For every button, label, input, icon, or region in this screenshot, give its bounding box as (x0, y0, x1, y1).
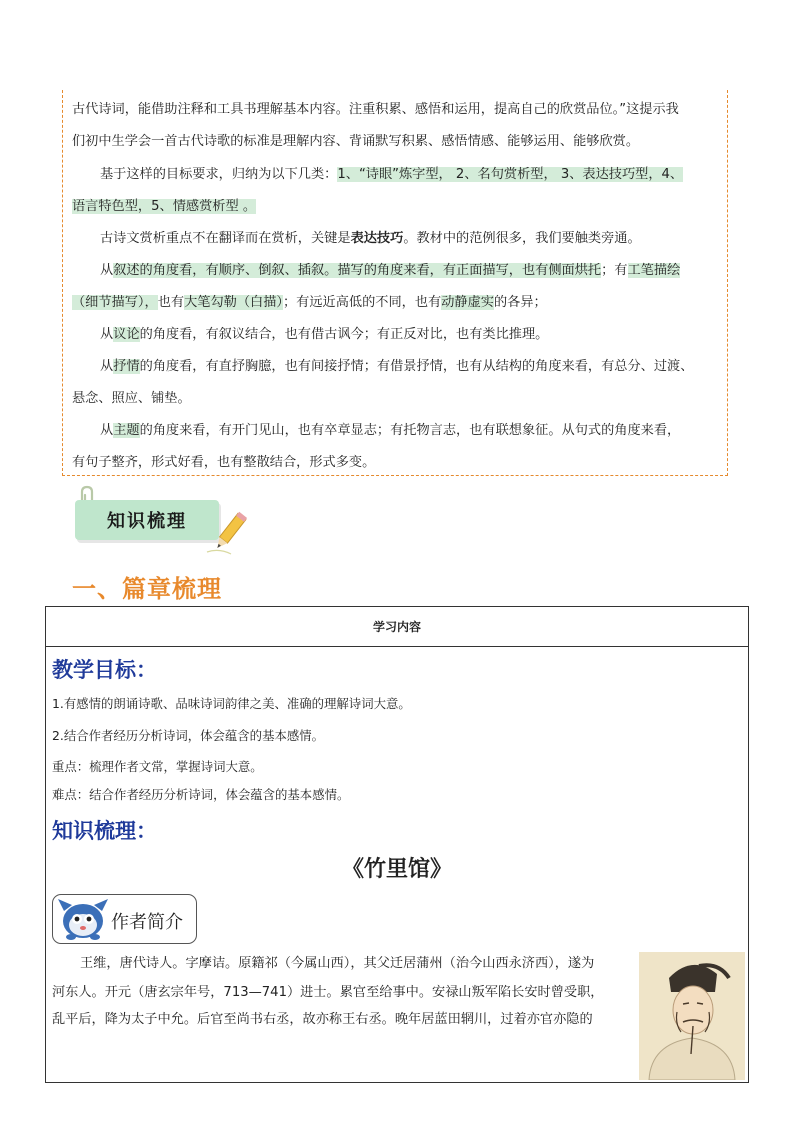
portrait-image (639, 952, 745, 1080)
intro-line-8 (100, 324, 722, 346)
intro-line-5-a: 古诗文赏析重点不在翻译而在赏析，关键是 (100, 231, 351, 246)
intro-line-4-highlight: 语言特色型，5、情感赏析型 。 (72, 199, 257, 214)
intro-line-6-hl3: 工笔描绘 (627, 263, 681, 278)
intro-line-3-highlight: 1、“诗眼”炼字型， 2、名句赏析型， 3、表达技巧型，4、 (337, 167, 684, 182)
intro-line-3 (100, 164, 722, 186)
table-header: 学习内容 (46, 607, 748, 647)
intro-line-11 (100, 420, 722, 442)
intro-line-5-c: 。教材中的范例很多，我们要触类旁通。 (403, 231, 641, 246)
intro-line-2: 们初中生学会一首古代诗歌的标准是理解内容、背诵默写积累、感悟情感、能够运用、能够欣赏。 (72, 134, 640, 149)
goal-2: 2.结合作者经历分析诗词，体会蕴含的基本感情。 (52, 728, 325, 743)
bio-line-3: 乱平后，降为太子中允。后官至尚书右丞，故亦称王右丞。晚年居蓝田辋川，过着亦官亦隐的 (52, 1012, 593, 1027)
intro-line-7-d: 的各异； (494, 295, 547, 310)
author-intro-label: 作者简介 (111, 912, 183, 933)
intro-line-11-hl: 主题 (113, 423, 140, 438)
intro-line-6-hl1: 叙述的角度看，有顺序、倒叙、插叙。 (113, 263, 338, 278)
intro-line-5-bold: 表达技巧 (350, 231, 404, 246)
knowledge-heading: 知识梳理： (52, 819, 157, 843)
intro-line-7-hl1: （细节描写）， (72, 295, 158, 310)
intro-line-8-b: 的角度看，有叙议结合，也有借古讽今；有正反对比，也有类比推理。 (139, 327, 549, 342)
intro-line-3-prefix: 基于这样的目标要求，归纳为以下几类： (100, 167, 338, 182)
intro-line-6-hl2: 描写的角度来看，有正面描写，也有侧面烘托 (337, 263, 602, 278)
intro-line-7-hl3: 动静虚实 (441, 295, 494, 310)
intro-line-7-c: ；有远近高低的不同，也有 (283, 295, 442, 310)
intro-line-6 (100, 260, 722, 282)
intro-line-5 (100, 228, 722, 250)
intro-line-11-b: 的角度来看，有开门见山，也有卒章显志；有托物言志，也有联想象征。从句式的角度来看， (139, 423, 681, 438)
intro-line-4 (72, 196, 722, 218)
intro-line-9-a: 从 (100, 359, 114, 374)
goal-1: 1.有感情的朗诵诗歌、品味诗词韵律之美、准确的理解诗词大意。 (52, 696, 411, 711)
intro-line-6-c: ；有 (601, 263, 628, 278)
intro-line-7-b: 也有 (157, 295, 185, 310)
intro-line-11-a: 从 (100, 423, 114, 438)
intro-line-9-hl: 抒情 (113, 359, 140, 374)
bio-line-1: 王维，唐代诗人。字摩诘。原籍祁（今属山西），其父迁居蒲州（治今山西永济西），遂为 (80, 956, 595, 971)
section-tag: 知识梳理 (75, 500, 219, 540)
intro-line-8-a: 从 (100, 327, 114, 342)
bio-line-2: 河东人。开元（唐玄宗年号，713—741）进士。累官至给事中。安禄山叛军陷长安时曾受职， (52, 985, 604, 1000)
intro-line-12: 有句子整齐，形式好看，也有整散结合，形式多变。 (72, 455, 376, 470)
section-title: 一、篇章梳理 (72, 574, 222, 603)
key-point: 重点：梳理作者文常，掌握诗词大意。 (52, 759, 263, 774)
pencil-icon (205, 508, 253, 558)
intro-line-7 (72, 292, 722, 314)
intro-line-10: 悬念、照应、铺垫。 (72, 391, 191, 406)
intro-line-9 (100, 356, 722, 378)
mascot-icon (56, 897, 110, 943)
difficult-point: 难点：结合作者经历分析诗词，体会蕴含的基本感情。 (52, 787, 350, 802)
intro-line-7-hl2: 大笔勾勒（白描） (184, 295, 283, 310)
intro-line-9-b: 的角度看，有直抒胸臆，也有间接抒情；有借景抒情，也有从结构的角度来看，有总分、过渡、 (139, 359, 694, 374)
intro-line-8-hl: 议论 (113, 327, 140, 342)
intro-line-6-a: 从 (100, 263, 114, 278)
poem-title: 《竹里馆》 (341, 856, 452, 882)
intro-line-1: 古代诗词，能借助注释和工具书理解基本内容。注重积累、感悟和运用，提高自己的欣赏品位。”这提示我 (72, 102, 679, 117)
goals-heading: 教学目标： (52, 658, 157, 682)
